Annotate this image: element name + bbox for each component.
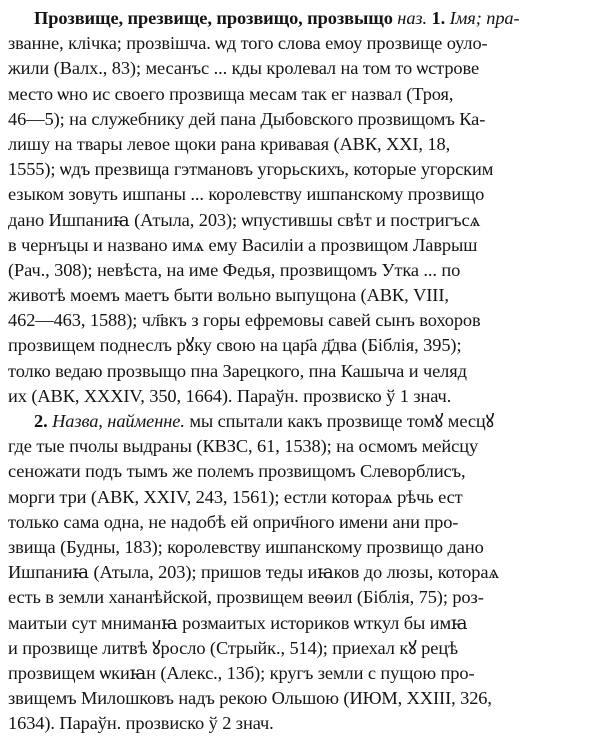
text-line: где тые пчолы выдраны (КВЗС, 61, 1538); на осмомъ мейсцу: [8, 436, 479, 457]
entry-first-line: [8, 6, 593, 31]
text-line: 1555); ѡдъ презвища гэтмановъ угорьскихъ, которые угорским: [8, 159, 494, 180]
text-line: морги три (АВК, XXIV, 243, 1561); естли котораѧ рѣчь ест: [8, 486, 463, 507]
sense-gloss-2: Назва, найменне.: [52, 411, 185, 431]
text-line: сеножати подъ тымъ же полемъ прозвищомъ Слеворблисъ,: [8, 461, 466, 482]
sense-gloss-1: Імя; пра-: [449, 8, 520, 28]
text-line: животѣ моемъ маетъ быти вольно выпущона (АВК, VIII,: [8, 285, 449, 306]
text-line: место ѡно ис своего прозвища месам так ег назвал (Троя,: [8, 83, 454, 104]
text-line: их (АВК, XXXIV, 350, 1664). Параўн. прозвиско ў 1 знач.: [8, 385, 452, 406]
text-line: Ишпаниꙗ (Атыла, 203); пришов теды иꙗков до люзы, котораѧ: [8, 562, 500, 583]
text-line: (Рач., 308); невѣста, на име Федья, прозвищомъ Утка ... по: [8, 259, 461, 280]
text-line: лишу на твары левое щоки рана кривавая (АВК, XXI, 18,: [8, 133, 451, 154]
part-of-speech: наз.: [397, 8, 427, 28]
text-line: дано Ишпаниꙗ (Атыла, 203); ѡпустившы свѣт и постригъсѧ: [8, 209, 481, 230]
sense-number-2: 2.: [34, 411, 48, 431]
text-line: прозвищем поднеслъ рꙋку свою на цар҃а д҃двa (Біблія, 395);: [8, 335, 462, 356]
text-line: 462—463, 1588); чл҃вкъ з горы ефремовы савей сынъ вохоров: [8, 310, 481, 331]
text-line: в чернъцы и названо имѧ ему Василіи а прозвищом Лаврыш: [8, 234, 478, 255]
text-line: прозвищем ѡкиꙗн (Алекс., 13б); кругъ земли с пущою про-: [8, 662, 475, 683]
text-line: есть в земли хананѣйской, прозвищем веѳил (Біблія, 75); роз-: [8, 587, 484, 608]
sense-2-first-line: [8, 409, 593, 434]
text-line: маитыи сут мниманꙗ розмаитых историков ѡткул бы имꙗ: [8, 612, 468, 633]
text-line: езыком зовуть ишпаны ... королевству ишпанскому прозвищо: [8, 184, 485, 205]
text-line: 46—5); на служебнику дей пана Дыбовского прозвищомъ Ка-: [8, 108, 486, 129]
text-line: 1634). Параўн. прозвиско ў 2 знач.: [8, 713, 274, 734]
text-line: жили (Валх., 83); месанъс ... кды кролевал на том то ѡстрове: [8, 58, 480, 79]
text-line: и прозвище литвѣ ꙋросло (Стрыйк., 514); приехал кꙋ рецѣ: [8, 637, 458, 658]
headword: Прозвище, презвище, прозвищо, прозвыщо: [34, 8, 393, 28]
text-line: мы спытали какъ прозвище томꙋ месцꙋ: [189, 411, 495, 431]
text-line: только сама одна, не надобѣ ей оприч҃ного имени ани про-: [8, 511, 459, 532]
text-line: толко ведаю прозвыщо пна Зарецкого, пна Кашыча и челяд: [8, 360, 467, 381]
sense-number-1: 1.: [431, 8, 446, 28]
text-line: звища (Будны, 183); королевству ишпанскому прозвищо дано: [8, 536, 484, 557]
text-line: званне, клічка; прозвішча. ѡд того слова емоу прозвище оуло-: [8, 33, 488, 54]
text-line: звищемъ Милошковъ надъ рекою Ольшою (ИЮМ, XXIII, 326,: [8, 688, 492, 709]
